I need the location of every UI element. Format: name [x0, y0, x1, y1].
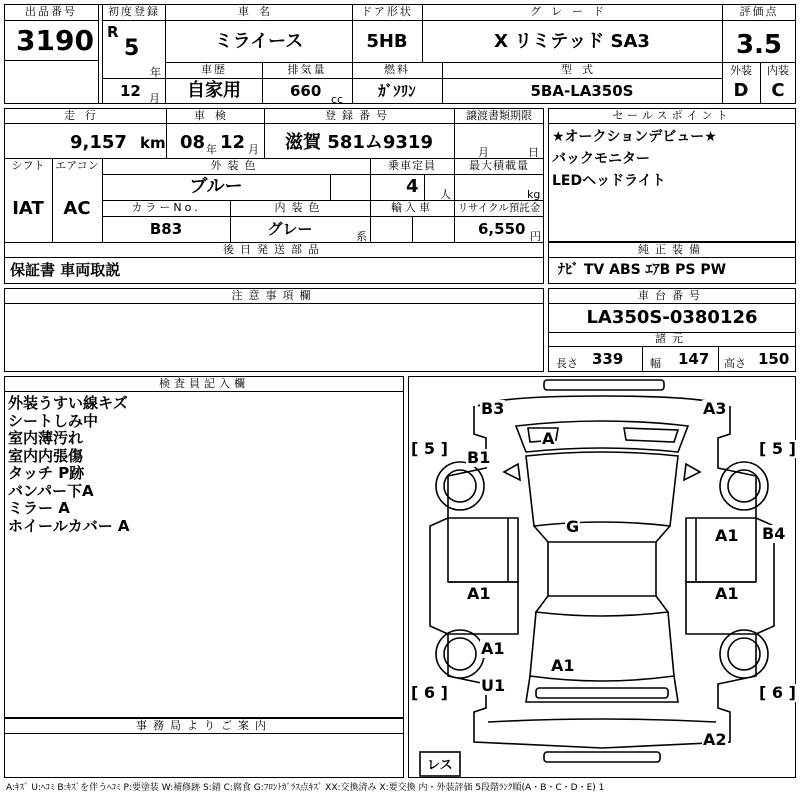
divider	[330, 174, 331, 200]
overall-score: 3.5	[735, 30, 783, 60]
model-label: 型式	[561, 63, 603, 76]
tire-front-left: [ 5 ]	[411, 439, 448, 458]
mileage: 9,157	[70, 132, 127, 153]
divider	[102, 174, 544, 175]
displacement: 660	[290, 82, 322, 100]
sales-point-item: バックモニター	[552, 151, 650, 167]
year-unit: 年	[150, 66, 161, 79]
damage-mark-left-rear-door: A1	[467, 584, 491, 603]
import-label: 輸入車	[391, 201, 433, 214]
first-reg-month: 12	[120, 82, 141, 100]
divider	[102, 216, 544, 217]
mileage-label: 走行	[64, 109, 106, 122]
first-reg-label: 初度登録	[108, 5, 160, 18]
recycle-unit: 円	[530, 230, 541, 243]
divider	[4, 733, 404, 734]
inspector-item: 室内内張傷	[8, 446, 84, 465]
displacement-label: 排気量	[287, 63, 327, 76]
car-name-label: 車名	[238, 5, 280, 18]
car-diagram-drawing	[408, 376, 796, 778]
damage-mark-front-right-bumper: A3	[703, 399, 727, 418]
int-score-label: 内装	[767, 64, 789, 77]
inspection-year: 08	[180, 132, 206, 153]
divider	[718, 346, 719, 372]
int-color: グレー	[267, 220, 313, 238]
divider	[4, 123, 544, 124]
inspector-item: ミラー A	[8, 499, 70, 517]
door-label: ドア形状	[361, 5, 413, 18]
inspection-month: 12	[220, 132, 246, 153]
damage-mark-roof: G	[566, 517, 580, 536]
equipment-label: 純正装備	[638, 243, 706, 256]
chassis-label: 車台番号	[638, 289, 706, 302]
damage-mark-left-rear-bumper: U1	[481, 676, 506, 695]
shift: IAT	[12, 198, 44, 219]
int-score: C	[771, 80, 785, 101]
width: 147	[678, 350, 710, 368]
dims-label: 諸元	[655, 332, 689, 345]
displacement-unit: cc	[331, 93, 344, 106]
capacity-label: 乗車定員	[388, 159, 436, 172]
equipment: ﾅﾋﾞ TV ABS ｴｱB PS PW	[558, 262, 727, 278]
transfer-day: 日	[528, 146, 539, 159]
inspector-item: バンパー下A	[8, 481, 94, 500]
divider	[166, 78, 722, 79]
history: 自家用	[187, 80, 241, 101]
damage-mark-right-rear-door: A1	[715, 584, 739, 603]
length-label: 長さ	[556, 357, 578, 370]
inspection-label: 車検	[194, 109, 236, 122]
tire-front-right: [ 5 ]	[759, 439, 796, 458]
chassis-number: LA350S-0380126	[586, 307, 758, 328]
height-label: 高さ	[724, 357, 746, 370]
transfer-label: 譲渡書類期限	[466, 109, 532, 122]
notes-label: 注意事項欄	[231, 289, 317, 302]
damage-mark-right-side: B4	[762, 524, 786, 543]
ext-score: D	[733, 80, 749, 101]
capacity-unit: 人	[440, 188, 451, 201]
inspector-item: タッチ P跡	[8, 464, 85, 482]
divider	[548, 257, 796, 258]
door-type: 5HB	[366, 31, 408, 52]
score-label: 評価点	[739, 5, 779, 18]
month-unit: 月	[149, 92, 160, 105]
divider	[642, 346, 643, 372]
divider	[548, 346, 796, 347]
int-color-unit: 系	[356, 230, 367, 243]
divider	[4, 20, 98, 21]
fuel: ｶﾞｿﾘﾝ	[378, 82, 416, 100]
inspector-item: ホイールカバー A	[8, 516, 130, 535]
sales-point-item: LEDヘッドライト	[552, 173, 666, 189]
lot-number: 3190	[16, 24, 94, 57]
damage-mark-left-quarter: A1	[481, 639, 505, 658]
divider	[4, 303, 544, 304]
damage-mark-rear-bumper: A2	[703, 730, 727, 749]
ac: AC	[63, 198, 91, 219]
ac-label: エアコン	[55, 159, 99, 172]
fuel-label: 燃料	[384, 63, 410, 76]
shift-label: シフト	[11, 159, 45, 172]
capacity: 4	[406, 176, 419, 197]
length: 339	[592, 350, 624, 368]
office-label: 事務局よりご案内	[136, 719, 272, 732]
inspector-item: シートしみ中	[8, 411, 99, 430]
plate-number: 滋賀 581ム9319	[285, 132, 433, 153]
inspection-year-unit: 年	[206, 143, 217, 156]
tire-rear-right: [ 6 ]	[759, 683, 796, 702]
sales-points-label: セールスポイント	[612, 109, 732, 122]
history-label: 車歴	[201, 63, 227, 76]
divider	[102, 20, 166, 21]
transfer-month: 月	[478, 146, 489, 159]
divider	[424, 174, 425, 200]
divider	[548, 123, 796, 124]
car-name: ミライース	[214, 31, 304, 52]
max-load-unit: kg	[527, 188, 541, 201]
model-code: 5BA-LA350S	[530, 82, 634, 100]
inspector-item: 外装うすい線キズ	[8, 394, 128, 412]
sales-point-item: ★オークションデビュー★	[552, 129, 717, 145]
divider	[4, 60, 98, 61]
ext-color: ブルー	[189, 176, 243, 197]
plate-label: 登録番号	[325, 109, 393, 122]
max-load-label: 最大積載量	[469, 159, 529, 172]
ext-color-label: 外装色	[210, 159, 262, 172]
later-parts: 保証書 車両取説	[10, 261, 121, 279]
damage-mark-windshield: A	[542, 429, 555, 448]
damage-mark-front-left-fender: B1	[467, 448, 491, 467]
grade-label: グレード	[530, 5, 614, 18]
tire-rear-left: [ 6 ]	[411, 683, 448, 702]
legend: A:ｷｽﾞ U:ﾍｺﾐ B:ｷｽﾞを伴うﾍｺﾐ P:要塗装 W:補修跡 S:錆 C:腐食 G:ﾌﾛﾝﾄｶﾞﾗｽ点ｷｽﾞ XX:交換済み X:要交換 内・外装評価 5段階ﾗﾝｸ順(A・B・C・D・E) 1	[6, 783, 605, 793]
inspection-month-unit: 月	[248, 143, 259, 156]
damage-mark-front-left-bumper: B3	[481, 399, 505, 418]
damage-mark-rear: A1	[551, 656, 575, 675]
later-parts-label: 後日発送部品	[223, 243, 325, 256]
divider	[166, 20, 796, 21]
divider	[98, 4, 99, 104]
first-reg-year: 5	[124, 36, 140, 61]
width-label: 幅	[650, 357, 661, 370]
color-no: B83	[149, 220, 183, 238]
color-no-label: カラーNo.	[131, 201, 201, 214]
mileage-unit: km	[140, 134, 166, 152]
recycle-label: リサイクル預託金	[457, 202, 541, 214]
spare-tire: レス	[427, 758, 453, 773]
divider	[4, 257, 544, 258]
inspector-label: 検査員記入欄	[159, 377, 249, 390]
damage-mark-right-front-door: A1	[715, 526, 739, 545]
recycle-deposit: 6,550	[478, 220, 526, 238]
grade: X リミテッド SA3	[494, 31, 650, 52]
era-mark: R	[107, 23, 119, 41]
divider	[548, 303, 796, 304]
inspector-item: 室内薄汚れ	[8, 429, 84, 447]
divider	[4, 391, 404, 392]
height: 150	[758, 350, 790, 368]
int-color-label: 内装色	[274, 201, 326, 214]
ext-score-label: 外装	[730, 64, 752, 77]
lot-number-label: 出品番号	[25, 5, 77, 18]
divider	[412, 216, 413, 242]
